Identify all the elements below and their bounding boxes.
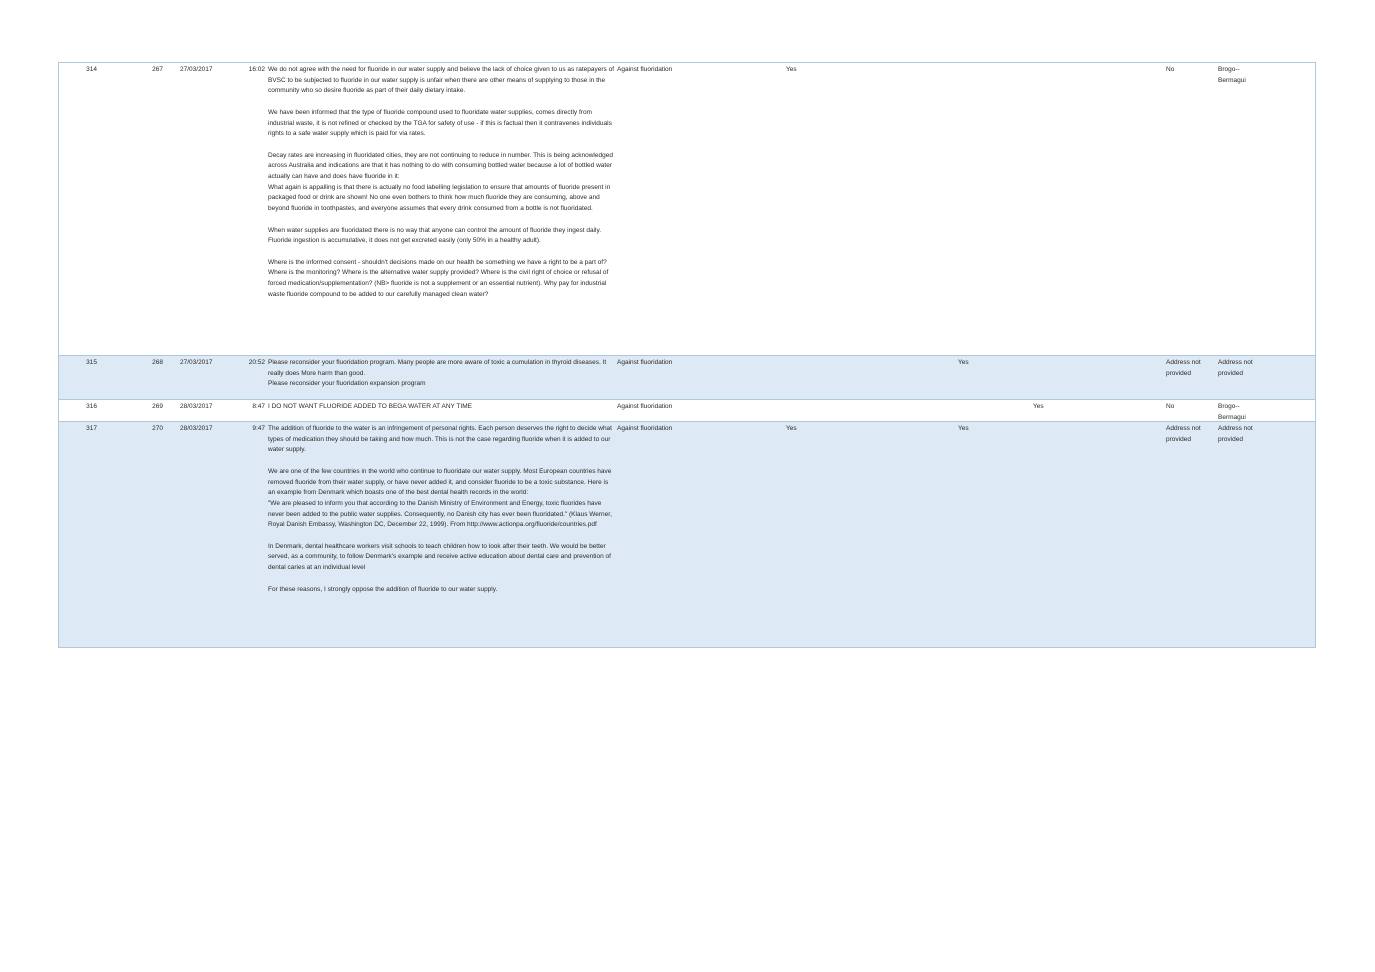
table-row — [59, 355, 1315, 399]
record-id: 270 — [152, 425, 163, 432]
position: Against fluoridation — [617, 425, 673, 432]
response-yes-b: Yes — [958, 359, 969, 366]
response-yes-c: Yes — [1033, 403, 1044, 410]
contact-status: Address not provided — [1166, 359, 1201, 377]
comment-paragraph: Where is the informed consent - shouldn't decisions made on our health be something we have a right to be a part of? Where is the monitoring? Where is the alternative water supply provided? Where is the civil right of choice or refusal of forced medication/supplementation? (NB> fluoride is not a supplement or an essential nutrient). Why pay for industrial waste fluoride compound to be added to our carefully managed clean water? — [268, 258, 609, 298]
comment-paragraph: We are one of the few countries in the world who continue to fluoridate our water supply. Most European countries have removed fluoride from their water supply, or have never added it, and consider fluoride to be a toxic substance. Here is an example from Denmark which boasts one of the best dental health records in the world: "We are pleased to inform you that according to the Danish Ministry of Environment and Energy, toxic fluorides have never been added to the public water supplies. Consequently, no Danish city has ever been fluoridated." (Klaus Werner, Royal Danish Embassy, Washington DC, December 22, 1999). From http://www.actionpa.org/fluoride/countries.pdf — [268, 467, 612, 529]
comment-paragraph: In Denmark, dental healthcare workers visit schools to teach children how to look after their teeth. We would be better served, as a community, to follow Denmark's example and receive active education about dental care and prevention of dental caries at an individual level — [268, 542, 611, 572]
record-id: 267 — [152, 66, 163, 73]
position: Against fluoridation — [617, 359, 673, 366]
submission-number: 316 — [86, 403, 97, 410]
location: Brogo-- Bermagui — [1218, 66, 1246, 84]
contact-status: No — [1166, 403, 1175, 410]
submission-time: 20:52 — [248, 359, 265, 366]
submission-number: 315 — [86, 359, 97, 366]
response-yes-b: Yes — [958, 425, 969, 432]
comment-paragraph: We do not agree with the need for fluoride in our water supply and believe the lack of choice given to us as ratepayers of BVSC to be subjected to fluoride in our water supply is unfair when there are other means of supplying to those in the community who so desire fluoride as part of their daily dietary intake. — [268, 66, 615, 95]
response-yes-a: Yes — [786, 66, 797, 73]
comment-paragraph: Please reconsider your fluoridation program. Many people are more aware of toxic a cumulation in thyroid diseases. It really does More harm than good. Please reconsider your fluoridation expansion program — [268, 359, 607, 388]
comment-text — [268, 358, 616, 390]
location: Address not provided — [1218, 359, 1253, 377]
submission-time: 8:47 — [252, 403, 265, 410]
location: Address not provided — [1218, 425, 1253, 443]
comment-text — [268, 424, 616, 595]
comment-paragraph: When water supplies are fluoridated there is no way that anyone can control the amount of fluoride they ingest daily. Fluoride ingestion is accumulative, it does not get excreted easily (only 50% in a healthy adult). — [268, 226, 602, 245]
contact-status: Address not provided — [1166, 425, 1201, 443]
comment-paragraph: We have been informed that the type of fluoride compound used to fluoridate water supplies, comes directly from industrial waste, it is not refined or checked by the TGA for safety of use - if this is factual then it contravenes individuals rights to a safe water supply which is paid for via rates. — [268, 108, 612, 138]
submission-date: 27/03/2017 — [180, 359, 213, 366]
submission-date: 28/03/2017 — [180, 425, 213, 432]
response-yes-a: Yes — [786, 425, 797, 432]
submission-number: 317 — [86, 425, 97, 432]
position: Against fluoridation — [617, 66, 673, 73]
comment-text — [268, 402, 616, 413]
location: Brogo-- Bermagui — [1218, 403, 1246, 421]
submission-time: 16:02 — [248, 66, 265, 73]
record-id: 269 — [152, 403, 163, 410]
submission-date: 28/03/2017 — [180, 403, 213, 410]
record-id: 268 — [152, 359, 163, 366]
submission-date: 27/03/2017 — [180, 66, 213, 73]
submission-time: 9:47 — [252, 425, 265, 432]
comment-paragraph: For these reasons, I strongly oppose the addition of fluoride to our water supply. — [268, 585, 498, 593]
submission-number: 314 — [86, 66, 97, 73]
comment-text — [268, 65, 616, 300]
table-row — [59, 421, 1315, 647]
table-row — [59, 63, 1315, 355]
contact-status: No — [1166, 66, 1175, 73]
table-row — [59, 399, 1315, 421]
comment-paragraph: I DO NOT WANT FLUORIDE ADDED TO BEGA WATER AT ANY TIME — [268, 403, 472, 410]
submissions-table — [58, 62, 1316, 648]
position: Against fluoridation — [617, 403, 673, 410]
comment-paragraph: Decay rates are increasing in fluoridated cities, they are not continuing to reduce in number. This is being acknowledged across Australia and indications are that it has nothing to do with consuming bottled water because a lot of bottled water actually can have and does have fluoride in it: What again is appalling is that there is actually no food labelling legislation to ensure that amounts of fluoride present in packaged food or drink are shown! No one even bothers to think how much fluoride they are consuming, above and beyond fluoride in toothpastes, and everyone assumes that every drink consumed from a bottle is not fluoridated. — [268, 151, 613, 213]
comment-paragraph: The addition of fluoride to the water is an infringement of personal rights. Each person deserves the right to decide what types of medication they should be taking and how much. This is not the case regarding fluoride when it is added to our water supply. — [268, 425, 612, 454]
